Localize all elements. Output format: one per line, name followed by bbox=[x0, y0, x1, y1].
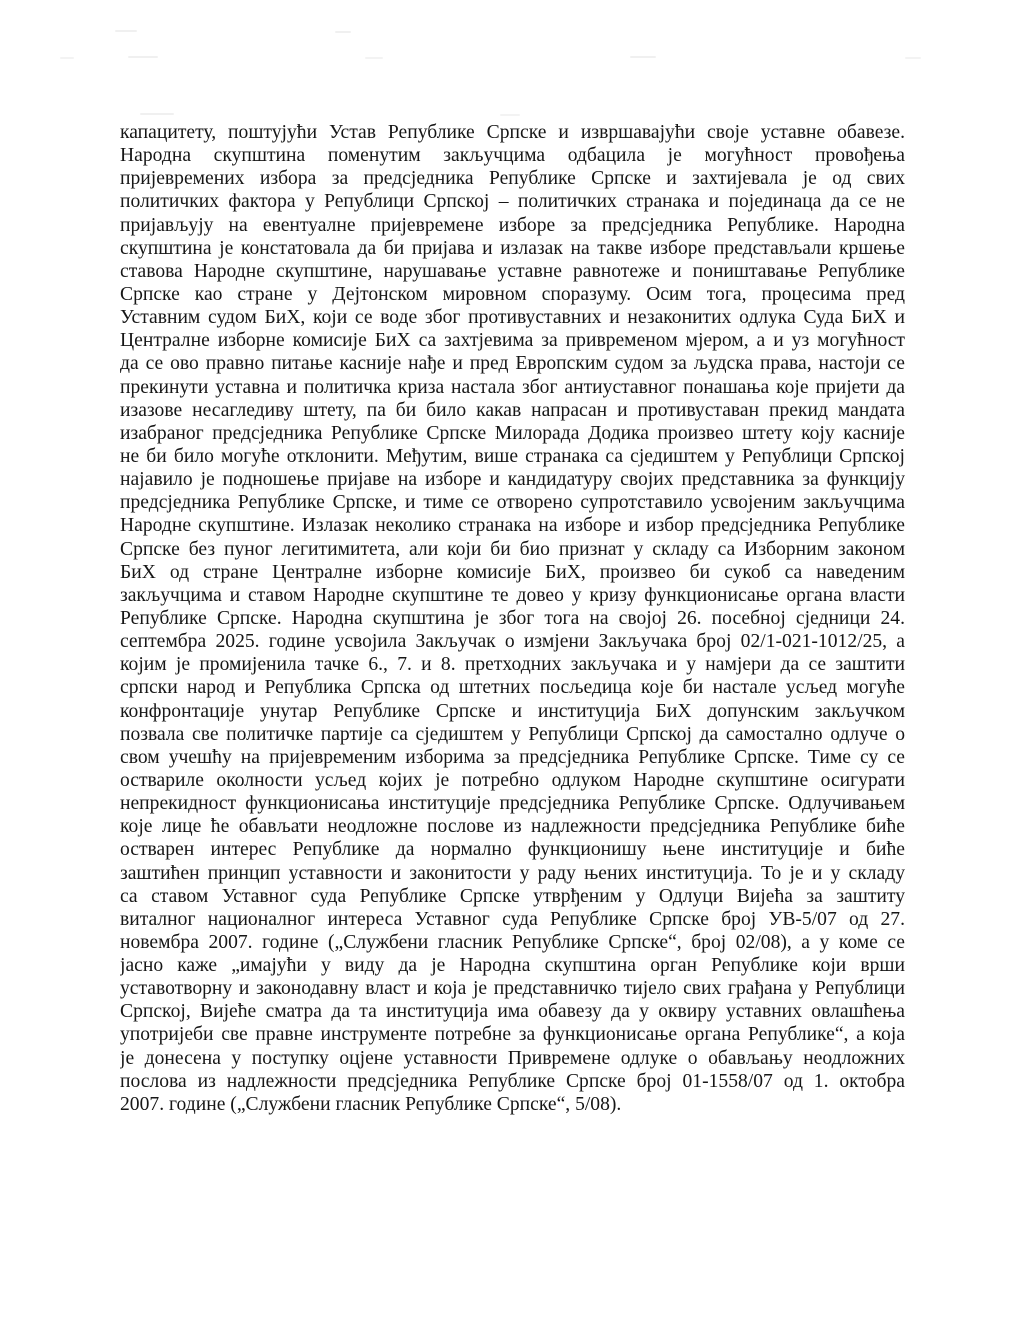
scan-noise-dash bbox=[365, 57, 383, 59]
text-line: септембра 2025. године усвојила Закључак о измјени Закључака број 02/1-021-1012/25, а bbox=[120, 631, 905, 653]
text-line: најавило је подношење пријаве на изборе и кандидатуру својих представника за функцију bbox=[120, 469, 905, 491]
text-line: српски народ и Република Српска од штетних посљедица које би настале усљед могуће bbox=[120, 677, 905, 699]
text-line: уставотворну и законодавну власт и која је представничко тијело свих грађана у Републици bbox=[120, 978, 905, 1000]
text-line: употријеби све правне инструменте потребне за функционисање органа Републике“, а која bbox=[120, 1024, 905, 1046]
text-line: да се ово правно питање касније нађе и пред Европским судом за људска права, настоји се bbox=[120, 353, 905, 375]
text-line: изабраног предсједника Републике Српске Милорада Додика произвео штету коју касније bbox=[120, 422, 905, 444]
text-line: јасно каже „имајући у виду да је Народна скупштина орган Републике који врши bbox=[120, 955, 905, 977]
scan-noise-dash bbox=[140, 113, 174, 115]
text-line: конфронтације унутар Републике Српске и институција БиХ допунским закључком bbox=[120, 700, 905, 722]
text-line: не би било могуће отклонити. Међутим, више странака са сједиштем у Републици Српској bbox=[120, 445, 905, 467]
text-line: свом учешћу на пријевременим изборима за предсједника Републике Српске. Тиме су се bbox=[120, 746, 905, 768]
text-line: политичких фактора у Републици Српској – политичких странака и појединаца да се не bbox=[120, 191, 905, 213]
text-line: којим је промијенила тачке 6., 7. и 8. претходних закључака и у намјери да се заштити bbox=[120, 654, 905, 676]
text-line: Српској, Вијеће сматра да та институција има обавезу да у оквиру уставних овлашћења bbox=[120, 1001, 905, 1023]
text-line: Српске као стране у Дејтонском мировном споразуму. Осим тога, процесима пред bbox=[120, 283, 905, 305]
text-line: Народне скупштине. Излазак неколико странака на изборе и избор предсједника Републике bbox=[120, 515, 905, 537]
text-line: непрекидност функционисања институције предсједника Републике Српске. Одлучивањем bbox=[120, 793, 905, 815]
text-line: пријављују на евентуалне пријевремене изборе за предсједника Републике. Народна bbox=[120, 214, 905, 236]
text-line: Српске без пуног легитимитета, али који би био признат у складу са Изборним законом bbox=[120, 538, 905, 560]
text-line: пријевремених избора за предсједника Републике Српске и захтијевала је од свих bbox=[120, 168, 905, 190]
text-line: капацитету, поштујући Устав Републике Српске и извршавајући своје уставне обавезе. bbox=[120, 122, 905, 143]
text-line: које лице ће обављати неодложне послове из надлежности предсједника Републике биће bbox=[120, 816, 905, 838]
scan-noise-dash bbox=[60, 57, 74, 59]
text-line: БиХ од стране Централне изборне комисије БиХ, произвео би сукоб са наведеним bbox=[120, 561, 905, 583]
text-line: је донесена у поступку оцјене уставности Привремене одлуке о обављању неодложних bbox=[120, 1047, 905, 1069]
body-paragraph bbox=[120, 121, 905, 1116]
text-line: ставова Народне скупштине, нарушавање уставне равнотеже и поништавање Републике bbox=[120, 260, 905, 282]
text-line: Народна скупштина поменутим закључцима одбацила је могућност провођења bbox=[120, 145, 905, 167]
text-line: закључцима и ставом Народне скупштине те довео у кризу функционисање органа власти bbox=[120, 584, 905, 606]
text-line: заштићен принцип уставности и законитости у раду њених институција. То је и у складу bbox=[120, 862, 905, 884]
text-line: позвала све политичке партије са сједиштем у Републици Српској да самостално одлуче о bbox=[120, 723, 905, 745]
scan-noise-dash bbox=[630, 56, 656, 58]
scan-noise-dash bbox=[500, 114, 520, 116]
text-line: оствариле околности усљед којих је потребно одлуком Народне скупштине осигурати bbox=[120, 769, 905, 791]
text-line: послова из надлежности предсједника Републике Српске број 01-1558/07 од 1. октобра bbox=[120, 1070, 905, 1092]
text-line: виталног националног интереса Уставног суда Републике Српске број УВ-5/07 од 27. bbox=[120, 908, 905, 930]
text-line: новембра 2007. године („Службени гласник Републике Српске“, број 02/08), а у коме се bbox=[120, 931, 905, 953]
scan-noise-dash bbox=[335, 31, 351, 33]
text-line: Републике Српске. Народна скупштина је због тога на својој 26. посебној сједници 24. bbox=[120, 607, 905, 629]
text-line: изазове несагледиву штету, па би било какав напрасан и противуставан прекид мандата bbox=[120, 399, 905, 421]
scan-noise-dash bbox=[905, 57, 921, 59]
text-line: предсједника Републике Српске, и тиме се отворено супротставило усвојеним закључцима bbox=[120, 492, 905, 514]
text-line: прекинути уставна и политичка криза настала због антиуставног понашања које пријети да bbox=[120, 376, 905, 398]
scan-noise-dash bbox=[115, 30, 137, 32]
text-line: скупштина је констатовала да би пријава и излазак на такве изборе представљали кршење bbox=[120, 237, 905, 259]
text-line: Уставним судом БиХ, који се воде због противуставних и незаконитих одлука Суда БиХ и bbox=[120, 307, 905, 329]
text-line: остварен интерес Републике да нормално функционишу њене институције и биће bbox=[120, 839, 905, 861]
text-line: 2007. године („Службени гласник Републике Српске“, 5/08). bbox=[120, 1093, 622, 1115]
text-line: са ставом Уставног суда Републике Српске утврђеним у Одлуци Вијећа за заштиту bbox=[120, 885, 905, 907]
scan-noise-dash bbox=[128, 56, 158, 58]
text-line: Централне изборне комисије БиХ са захтјевима за привременом мјером, а и уз могућност bbox=[120, 330, 905, 352]
